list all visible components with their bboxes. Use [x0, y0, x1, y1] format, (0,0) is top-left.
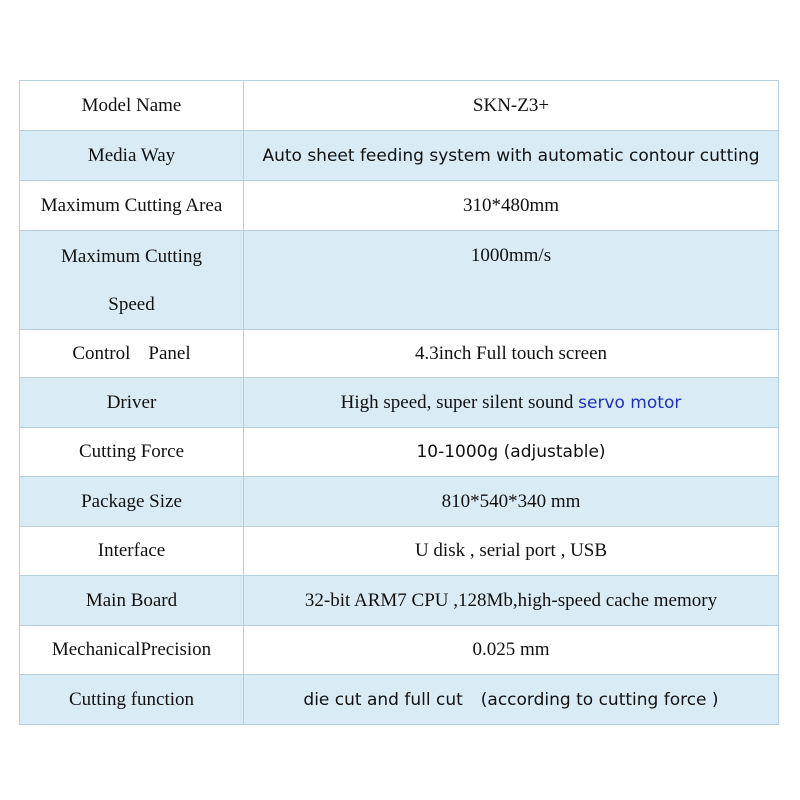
row-label-part: Control	[72, 342, 131, 364]
table-row	[20, 81, 779, 131]
table-row	[20, 181, 779, 231]
row-label: Cutting Force	[20, 428, 244, 477]
table-row	[20, 675, 779, 725]
row-label: Main Board	[20, 576, 244, 626]
row-value-part: die cut and full cut	[303, 689, 463, 710]
row-value: 310*480mm	[244, 181, 779, 231]
row-label	[20, 330, 244, 378]
row-label-line: Maximum Cutting	[61, 246, 202, 267]
table-row	[20, 626, 779, 675]
row-value-part: High speed, super silent sound	[340, 391, 579, 413]
row-label: Cutting function	[20, 675, 244, 725]
row-label: Package Size	[20, 477, 244, 527]
row-value: Auto sheet feeding system with automatic contour cutting	[244, 131, 779, 181]
row-value: U disk , serial port , USB	[244, 527, 779, 576]
table-row	[20, 477, 779, 527]
row-value: 32-bit ARM7 CPU ,128Mb,high-speed cache memory	[244, 576, 779, 626]
row-label-part: Panel	[148, 342, 191, 364]
row-value: 0.025 mm	[244, 626, 779, 675]
table-row	[20, 131, 779, 181]
row-label: Model Name	[20, 81, 244, 131]
row-value: SKN-Z3+	[244, 81, 779, 131]
row-label-line: Speed	[108, 294, 155, 315]
row-value-part: (according to cutting force )	[480, 689, 719, 710]
row-value: 4.3inch Full touch screen	[244, 330, 779, 378]
table-row	[20, 576, 779, 626]
row-label: Media Way	[20, 131, 244, 181]
row-label: Maximum Cutting Area	[20, 181, 244, 231]
table-row	[20, 428, 779, 477]
spec-table	[19, 80, 779, 725]
table-row	[20, 378, 779, 428]
table-row	[20, 527, 779, 576]
row-label: Interface	[20, 527, 244, 576]
row-value-highlight: servo motor	[578, 392, 682, 413]
row-value	[244, 675, 779, 725]
row-value: 810*540*340 mm	[244, 477, 779, 527]
row-label: Driver	[20, 378, 244, 428]
row-value: 10-1000g (adjustable)	[244, 428, 779, 477]
row-value	[244, 378, 779, 428]
row-value: 1000mm/s	[244, 231, 779, 330]
row-label	[20, 231, 244, 330]
table-row	[20, 330, 779, 378]
row-label: MechanicalPrecision	[20, 626, 244, 675]
table-row	[20, 231, 779, 330]
